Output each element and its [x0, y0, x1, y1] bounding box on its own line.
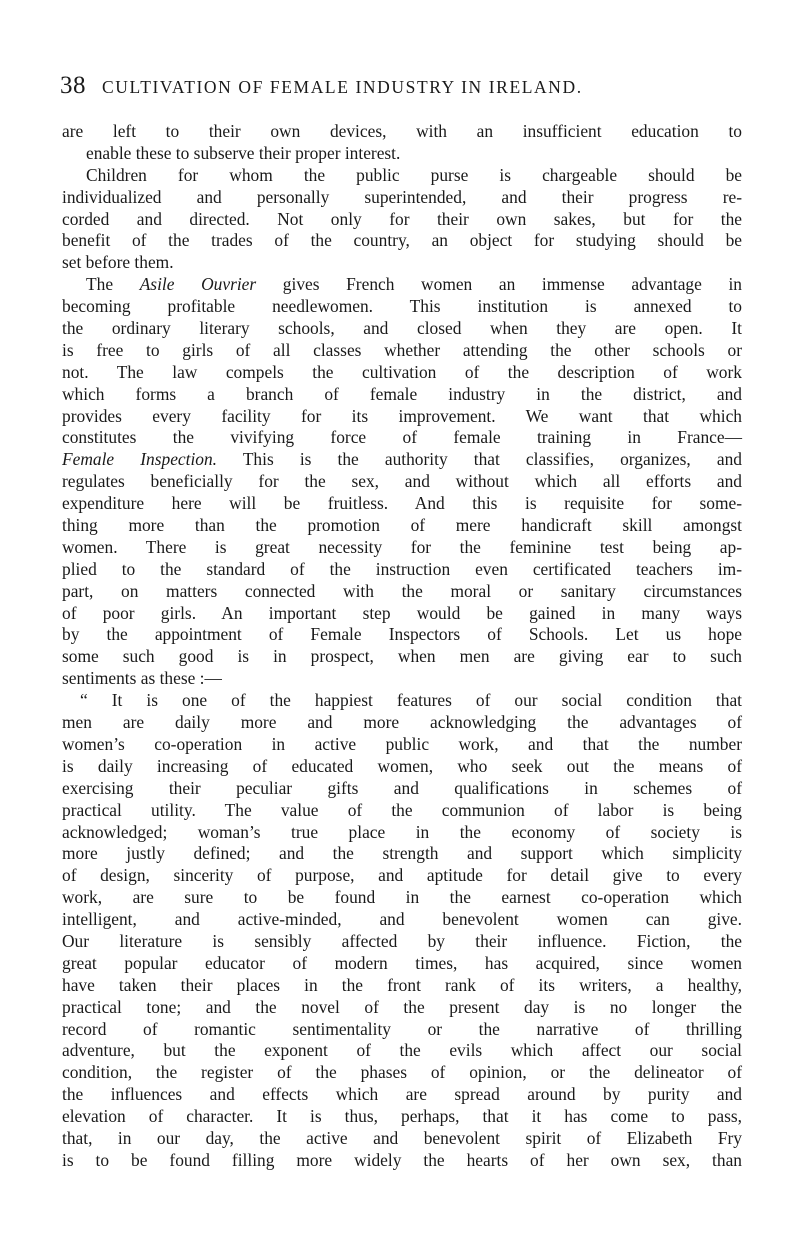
text-line: that, in our day, the active and benevolent spirit of Elizabeth Fry	[62, 1127, 742, 1148]
text-fragment: gives French women an immense advantage in	[282, 274, 742, 295]
text-line: regulates beneficially for the sex, and without which all efforts and	[62, 471, 742, 492]
text-line: record of romantic sentimentality or the narrative of thrilling	[62, 1018, 742, 1039]
text-fragment: This is the authority that classifies, organizes, and	[242, 449, 742, 470]
text-line: enable these to subserve their proper interest.	[86, 142, 401, 163]
body-text	[62, 121, 742, 1172]
text-line: are left to their own devices, with an insufficient education to	[62, 121, 742, 141]
text-line: constitutes the vivifying force of female training in France—	[62, 427, 742, 448]
text-line: benefit of the trades of the country, an object for studying should be	[62, 230, 742, 251]
text-line: Children for whom the public purse is chargeable should be	[86, 164, 742, 185]
text-line: provides every facility for its improvement. We want that which	[62, 405, 742, 426]
running-head	[60, 72, 750, 106]
text-line: condition, the register of the phases of opinion, or the delineator of	[62, 1062, 742, 1083]
text-line: corded and directed. Not only for their own sakes, but for the	[62, 208, 742, 229]
text-fragment: The	[86, 274, 114, 295]
text-line: expenditure here will be fruitless. And this is requisite for some-	[62, 493, 742, 514]
text-line: exercising their peculiar gifts and qualifications in schemes of	[62, 777, 742, 798]
text-line: is free to girls of all classes whether attending the other schools or	[62, 339, 742, 360]
text-line: have taken their places in the front rank of its writers, a healthy,	[62, 974, 742, 995]
text-line: plied to the standard of the instruction even certificated teachers im-	[62, 558, 742, 579]
text-line: not. The law compels the cultivation of the description of work	[62, 361, 742, 382]
text-line: of design, sincerity of purpose, and aptitude for detail give to every	[62, 865, 742, 886]
text-line	[62, 274, 742, 296]
text-line: women. There is great necessity for the feminine test being ap-	[62, 536, 742, 557]
text-line: adventure, but the exponent of the evils which affect our social	[62, 1040, 742, 1061]
page-number: 38	[60, 72, 86, 99]
text-line: great popular educator of modern times, has acquired, since women	[62, 952, 742, 973]
text-line: women’s co-operation in active public work, and that the number	[62, 733, 742, 754]
text-line: Our literature is sensibly affected by their influence. Fiction, the	[62, 930, 742, 951]
italic-term-female-inspection: Female Inspection.	[62, 449, 218, 470]
text-line: is to be found filling more widely the hearts of her own sex, than	[62, 1149, 742, 1170]
text-line: some such good is in prospect, when men are giving ear to such	[62, 646, 742, 667]
text-line: set before them.	[62, 252, 174, 273]
text-line: “ It is one of the happiest features of our social condition that	[80, 690, 742, 711]
text-line: sentiments as these :—	[62, 668, 222, 689]
text-line: intelligent, and active-minded, and benevolent women can give.	[62, 909, 742, 930]
text-line: which forms a branch of female industry in the district, and	[62, 383, 742, 404]
text-line: the ordinary literary schools, and closed when they are open. It	[62, 318, 742, 339]
italic-term-asile-ouvrier: Asile Ouvrier	[139, 274, 257, 295]
text-line	[62, 449, 742, 471]
text-line: practical utility. The value of the communion of labor is being	[62, 799, 742, 820]
text-line: thing more than the promotion of mere handicraft skill amongst	[62, 515, 742, 536]
text-line: men are daily more and more acknowledging the advantages of	[62, 712, 742, 733]
text-line: becoming profitable needlewomen. This institution is annexed to	[62, 296, 742, 317]
running-title: CULTIVATION OF FEMALE INDUSTRY IN IRELAND.	[102, 77, 583, 97]
text-line: acknowledged; woman’s true place in the economy of society is	[62, 821, 742, 842]
text-line: practical tone; and the novel of the present day is no longer the	[62, 996, 742, 1017]
text-line: individualized and personally superintended, and their progress re-	[62, 186, 742, 207]
text-line: is daily increasing of educated women, who seek out the means of	[62, 755, 742, 776]
text-line: work, are sure to be found in the earnest co-operation which	[62, 887, 742, 908]
text-line: elevation of character. It is thus, perhaps, that it has come to pass,	[62, 1106, 742, 1127]
text-line: the influences and effects which are spread around by purity and	[62, 1084, 742, 1105]
text-line: by the appointment of Female Inspectors of Schools. Let us hope	[62, 624, 742, 645]
text-line: part, on matters connected with the moral or sanitary circumstances	[62, 580, 742, 601]
text-line: of poor girls. An important step would be gained in many ways	[62, 602, 742, 623]
text-line: more justly defined; and the strength and support which simplicity	[62, 843, 742, 864]
